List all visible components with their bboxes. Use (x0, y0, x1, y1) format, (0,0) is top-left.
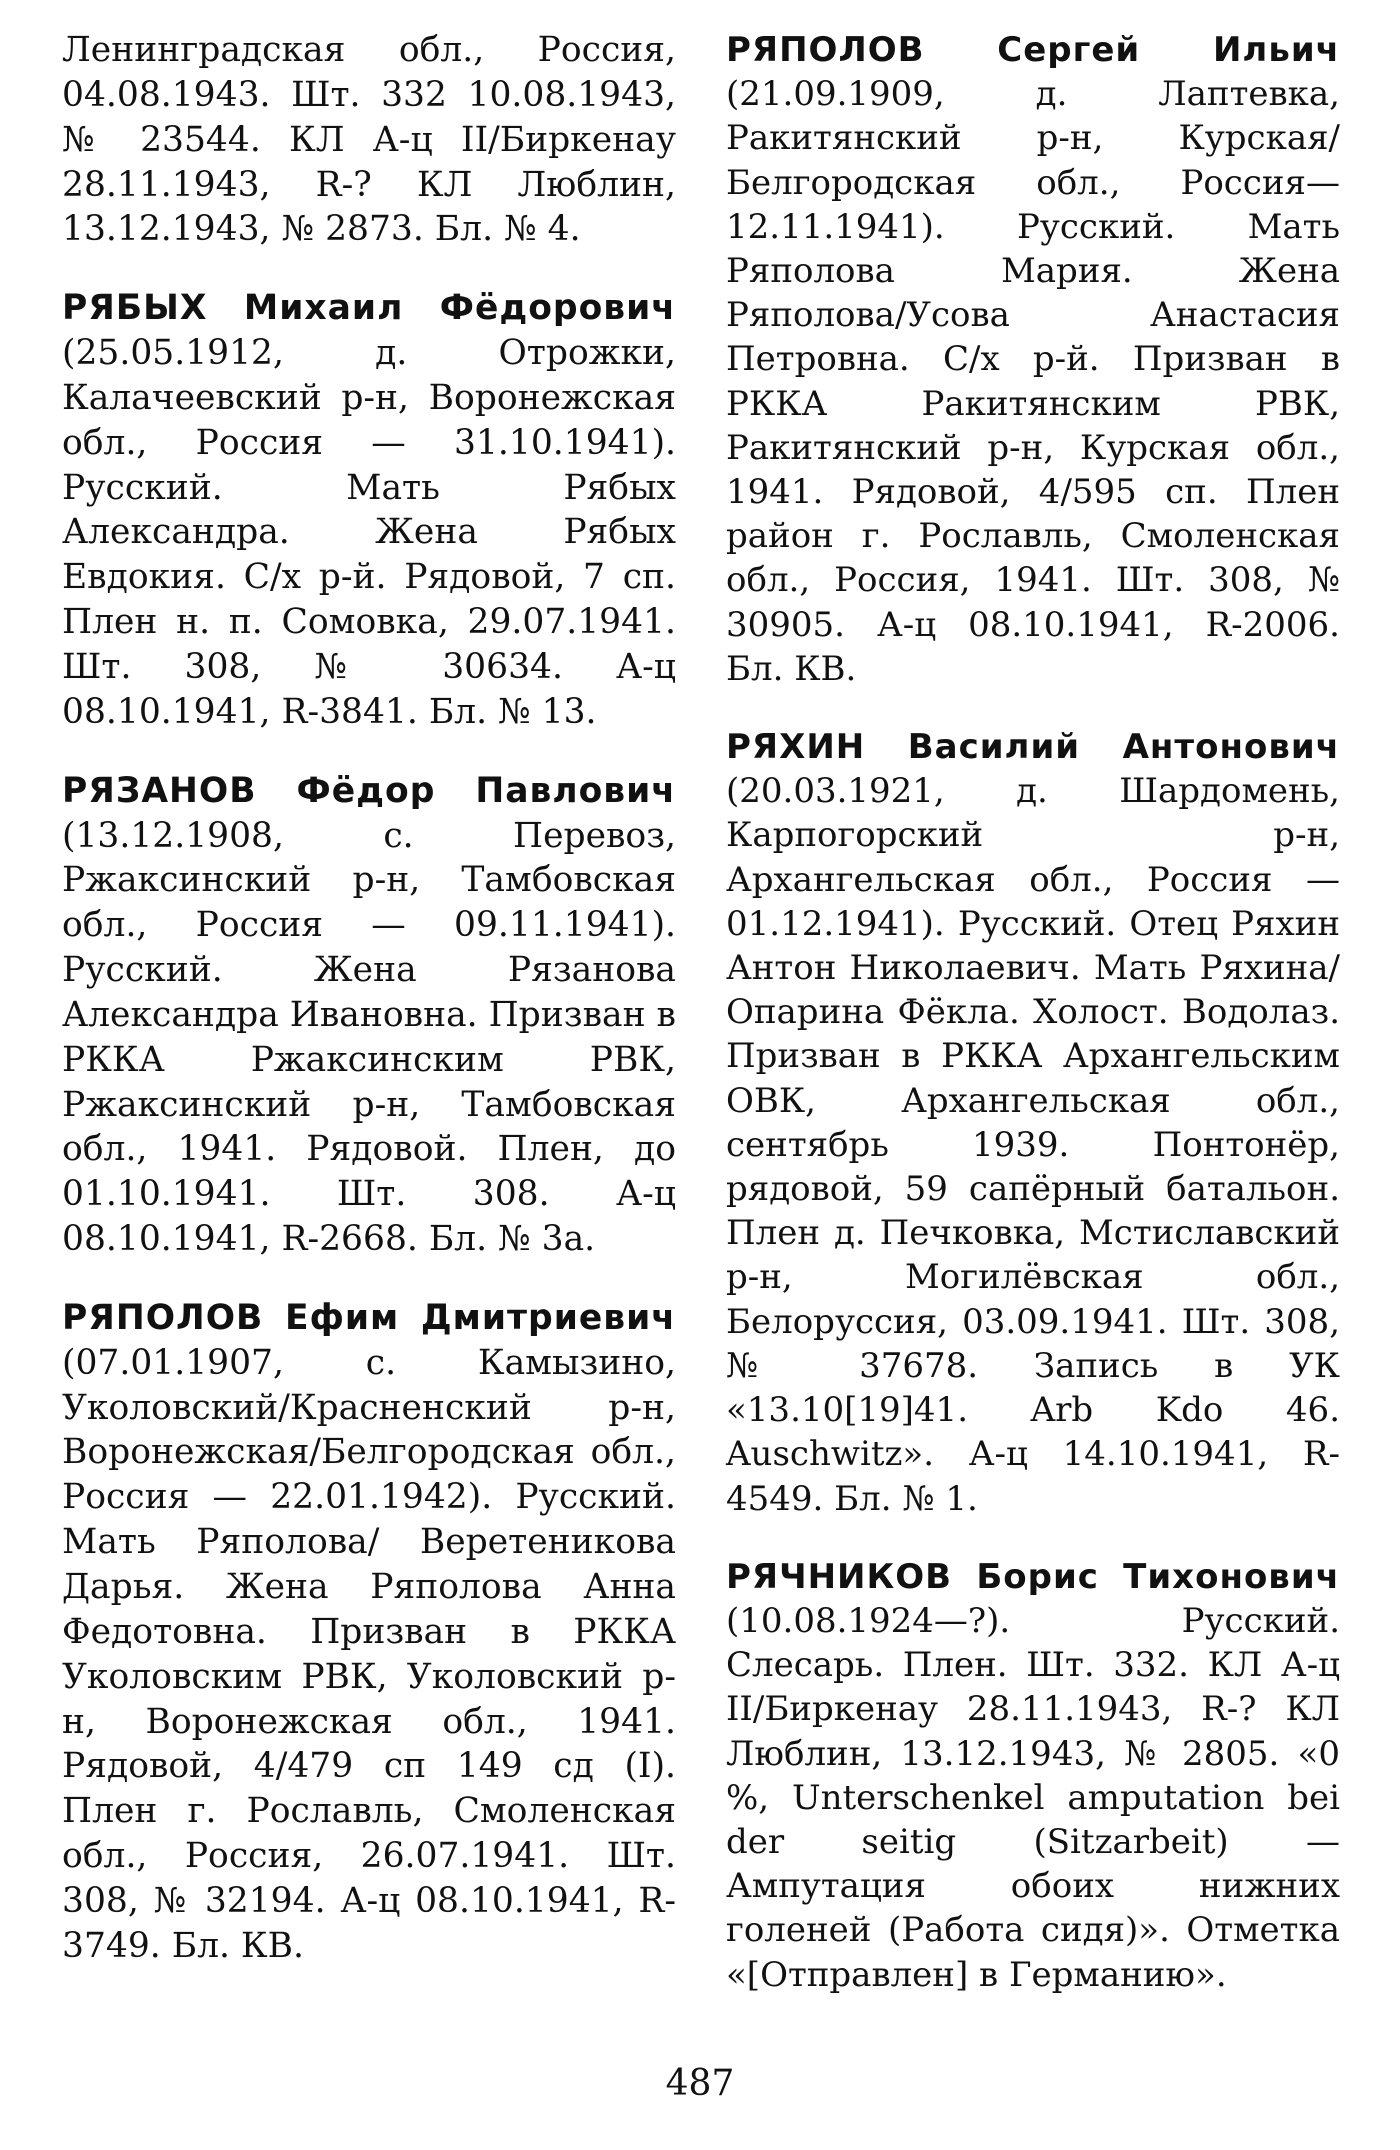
entry-ryakhin (726, 725, 1340, 1521)
entry-name: РЯЧНИКОВ Борис Тихонович (726, 1556, 1340, 1597)
entry-paragraph (62, 28, 676, 252)
entry-name: РЯБЫХ Михаил Фёдорович (62, 288, 676, 329)
right-column (726, 28, 1340, 2031)
entry-paragraph (62, 1296, 676, 1969)
entry-text: (10.08.1924—?). Русский. Слесарь. Плен. Шт. 332. КЛ А-ц II/Биркенау 28.11.1943, R-? КЛ Люблин, 13.12.1943, № 2805. «0 %, Unterschenkel amputation bei der seitig (Sitzarbeit) — Ампутация обоих нижних голеней (Работа сидя)». Отметка «[Отправлен] в Германию». (726, 1600, 1340, 1995)
entry-continued (62, 28, 676, 252)
entry-paragraph (62, 286, 676, 734)
entry-name: РЯХИН Василий Антонович (726, 727, 1340, 768)
entry-ryapolov-sergey (726, 28, 1340, 691)
entry-text: (25.05.1912, д. Отрожки, Калачеевский р-н, Воронежская обл., Россия — 31.10.1941). Русский. Мать Рябых Александра. Жена Рябых Евдокия. С/х р-й. Рядовой, 7 сп. Плен н. п. Сомовка, 29.07.1941. Шт. 308, № 30634. А-ц 08.10.1941, R-3841. Бл. № 13. (62, 333, 676, 732)
entry-text: (21.09.1909, д. Лаптевка, Ракитянский р-н, Курская/Белгородская обл., Россия— 12.11.1941). Русский. Мать Ряполова Мария. Жена Ряполова/Усова Анастасия Петровна. С/х р-й. Призван в РККА Ракитянским РВК, Ракитянский р-н, Курская обл., 1941. Рядовой, 4/595 сп. Плен район г. Рославль, Смоленская обл., Россия, 1941. Шт. 308, № 30905. А-ц 08.10.1941, R-2006. Бл. КВ. (726, 74, 1340, 689)
entry-name: РЯПОЛОВ Ефим Дмитриевич (62, 1297, 676, 1338)
entry-text: (07.01.1907, с. Камызино, Уколовский/Красненский р-н, Воронежская/Белгородская обл., Россия — 22.01.1942). Русский. Мать Ряполова/ Веретеникова Дарья. Жена Ряполова Анна Федотовна. Призван в РККА Уколовским РВК, Уколовский р-н, Воронежская обл., 1941. Рядовой, 4/479 сп 149 сд (I). Плен г. Рославль, Смоленская обл., Россия, 26.07.1941. Шт. 308, № 32194. А-ц 08.10.1941, R-3749. Бл. КВ. (62, 1342, 676, 1966)
entry-name: РЯПОЛОВ Сергей Ильич (726, 30, 1340, 70)
entry-name: РЯЗАНОВ Фёдор Павлович (62, 770, 676, 811)
entry-paragraph (726, 1555, 1340, 1997)
entry-text: Ленинградская обл., Россия, 04.08.1943. Шт. 332 10.08.1943, № 23544. КЛ А-ц II/Биркенау 28.11.1943, R-? КЛ Люблин, 13.12.1943, № 2873. Бл. № 4. (62, 30, 676, 250)
entry-paragraph (62, 769, 676, 1262)
left-column (62, 28, 676, 2003)
entry-text: (13.12.1908, с. Перевоз, Ржаксинский р-н, Тамбовская обл., Россия — 09.11.1941). Русский. Жена Рязанова Александра Ивановна. Призван в РККА Ржаксинским РВК, Ржаксинский р-н, Тамбовская обл., 1941. Рядовой. Плен, до 01.10.1941. Шт. 308. А-ц 08.10.1941, R-2668. Бл. № 3а. (62, 815, 676, 1260)
entry-ryabykh (62, 286, 676, 734)
entry-text: (20.03.1921, д. Шардомень, Карпогорский р-н, Архангельская обл., Россия — 01.12.1941). Русский. Отец Ряхин Антон Николаевич. Мать Ряхина/ Опарина Фёкла. Холост. Водолаз. Призван в РККА Архангельским ОВК, Архангельская обл., сентябрь 1939. Понтонёр, рядовой, 59 сапёрный батальон. Плен д. Печковка, Мстиславский р-н, Могилёвская обл., Белоруссия, 03.09.1941. Шт. 308, № 37678. Запись в УК «13.10[19]41. Arb Kdo 46. Auschwitz». А-ц 14.10.1941, R-4549. Бл. № 1. (726, 771, 1340, 1519)
page-number: 487 (665, 2063, 735, 2104)
entry-ryapolov-efim (62, 1296, 676, 1969)
entry-paragraph (726, 725, 1340, 1521)
entry-ryachnikov (726, 1555, 1340, 1997)
entry-paragraph (726, 28, 1340, 691)
entry-ryazanov (62, 769, 676, 1262)
